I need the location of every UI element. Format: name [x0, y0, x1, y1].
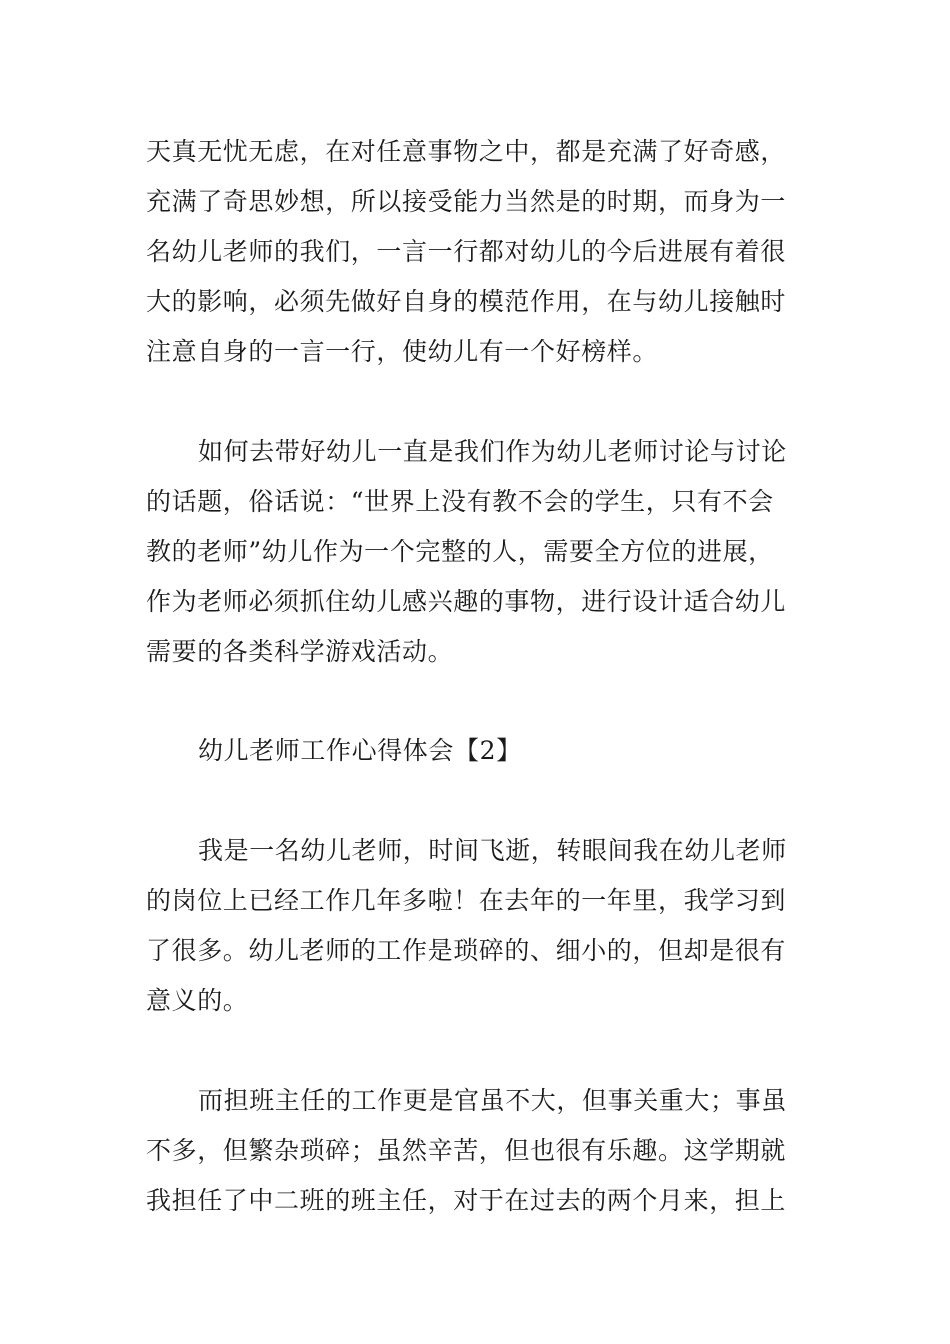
- paragraph-line: 注意自身的一言一行，使幼儿有一个好榜样。: [146, 337, 659, 366]
- paragraph-line: 的话题，俗话说：“世界上没有教不会的学生，只有不会: [146, 487, 774, 516]
- paragraph-1: [146, 127, 808, 377]
- section-heading: [146, 726, 808, 776]
- paragraph-line: 教的老师”幼儿作为一个完整的人，需要全方位的进展，: [146, 537, 774, 566]
- paragraph-line: 天真无忧无虑，在对任意事物之中，都是充满了好奇感，: [146, 137, 787, 166]
- paragraph-line: 作为老师必须抓住幼儿感兴趣的事物，进行设计适合幼儿: [146, 587, 787, 616]
- paragraph-line: 如何去带好幼儿一直是我们作为幼儿老师讨论与讨论: [198, 437, 787, 466]
- paragraph-line: 不多，但繁杂琐碎；虽然辛苦，但也很有乐趣。这学期就: [146, 1136, 787, 1165]
- paragraph-line: 意义的。: [146, 986, 249, 1015]
- paragraph-line: 了很多。幼儿老师的工作是琐碎的、细小的，但却是很有: [146, 936, 787, 965]
- paragraph-line: 我是一名幼儿老师，时间飞逝，转眼间我在幼儿老师: [198, 836, 787, 865]
- section-heading-text: 幼儿老师工作心得体会【2】: [198, 736, 522, 765]
- paragraph-4: [146, 1076, 808, 1226]
- paragraph-line: 而担班主任的工作更是官虽不大，但事关重大；事虽: [198, 1086, 787, 1115]
- paragraph-line: 充满了奇思妙想，所以接受能力当然是的时期，而身为一: [146, 187, 787, 216]
- paragraph-line: 的岗位上已经工作几年多啦！在去年的一年里，我学习到: [146, 886, 787, 915]
- paragraph-line: 需要的各类科学游戏活动。: [146, 637, 454, 666]
- paragraph-3: [146, 826, 808, 1026]
- paragraph-line: 名幼儿老师的我们，一言一行都对幼儿的今后进展有着很: [146, 237, 787, 266]
- paragraph-line: 大的影响，必须先做好自身的模范作用，在与幼儿接触时: [146, 287, 787, 316]
- paragraph-2: [146, 427, 808, 677]
- paragraph-line: 我担任了中二班的班主任，对于在过去的两个月来，担上: [146, 1186, 787, 1215]
